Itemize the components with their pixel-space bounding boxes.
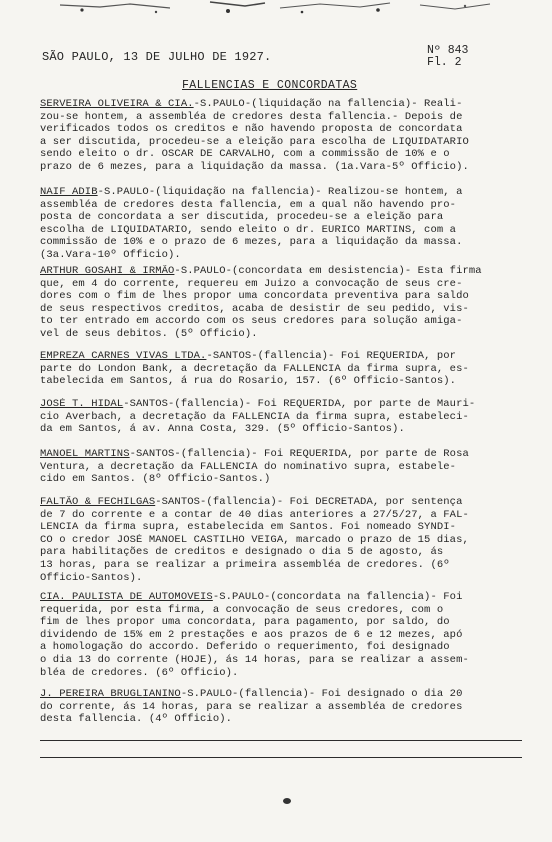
entry-line: cio Averbach, a decretação da FALLENCIA da firma supra, estabeleci- — [40, 410, 469, 423]
entry-line: -SANTOS-(fallencia)- Foi DECRETADA, por sentença — [155, 496, 463, 508]
entry-name: EMPREZA CARNES VIVAS LTDA. — [40, 350, 207, 362]
entry-5 — [40, 398, 522, 436]
entry-name: SERVEIRA OLIVEIRA & CIA. — [40, 98, 194, 110]
entry-line: vel de seus debitos. (5º Officio). — [40, 327, 258, 340]
entry-line: -SANTOS-(fallencia)- Foi REQUERIDA, por parte de Rosa — [129, 448, 469, 460]
entry-name: MANOEL MARTINS — [40, 448, 130, 460]
entry-line: -S.PAULO-(concordata em desistencia)- Esta firma — [174, 265, 482, 277]
entry-3 — [40, 265, 522, 341]
document-reference — [427, 45, 468, 69]
entry-line: -SANTOS-(fallencia)- Foi REQUERIDA, por — [206, 350, 457, 362]
entry-9 — [40, 688, 522, 726]
ink-spot — [280, 796, 294, 806]
entry-line: -S.PAULO-(concordata na fallencia)- Foi — [212, 591, 463, 603]
reference-number: Nº 843 — [427, 44, 469, 57]
entry-name: J. PEREIRA BRUGLIANINO — [40, 688, 181, 700]
entry-1 — [40, 98, 522, 174]
entry-7 — [40, 496, 522, 584]
entry-line: tabelecida em Santos, á rua do Rosario, 157. (6º Officio-Santos). — [40, 375, 457, 388]
entry-line: Officio-Santos). — [40, 571, 143, 584]
entry-line: sendo eleito o dr. OSCAR DE CARVALHO, com a commissão de 10% e o — [40, 148, 450, 161]
entry-line: prazo de 6 mezes, para a liquidação da massa. (1a.Vara-5º Officio). — [40, 160, 469, 173]
entry-first-line — [40, 398, 522, 411]
entry-line: CO o credor JOSÉ MANOEL CASTILHO VEIGA, marcado o prazo de 15 dias, — [40, 533, 469, 546]
entry-line: -S.PAULO-(liquidação na fallencia)- Realizou-se hontem, a — [97, 186, 463, 198]
entry-line: (3a.Vara-10º Officio). — [40, 248, 181, 261]
entry-line: to ter entrado em accordo com os seus credores para solução amiga- — [40, 315, 463, 328]
document-dateline: SÃO PAULO, 13 DE JULHO DE 1927. — [42, 50, 272, 64]
reference-page: Fl. 2 — [427, 56, 462, 69]
entry-first-line — [40, 448, 522, 461]
footer-rule-1 — [40, 740, 522, 741]
entry-name: ARTHUR GOSAHI & IRMÃO — [40, 265, 175, 277]
entry-first-line — [40, 688, 522, 701]
entry-line: -S.PAULO-(fallencia)- Foi designado o dia 20 — [180, 688, 463, 700]
entry-line: para habilitações de creditos e designado o dia 5 de agosto, ás — [40, 546, 444, 559]
entry-name: CIA. PAULISTA DE AUTOMOVEIS — [40, 591, 213, 603]
entry-first-line — [40, 265, 522, 278]
entry-line: escolha de LIQUIDATARIO, sendo eleito o dr. EURICO MARTINS, com a — [40, 223, 457, 236]
entry-first-line — [40, 98, 522, 111]
entry-name: FALTÃO & FECHILGAS — [40, 496, 156, 508]
entry-line: assembléa de credores desta fallencia, em a qual não havendo pro- — [40, 198, 457, 211]
entry-line: de seus respectivos creditos, acaba de desistir de seu pedido, vis- — [40, 302, 469, 315]
entry-first-line — [40, 591, 522, 604]
entry-line: posta de concordata a ser discutida, procedeu-se a eleição para — [40, 211, 444, 224]
entry-4 — [40, 350, 522, 388]
entry-line: bléa de credores. (6º Officio). — [40, 666, 239, 679]
entry-line: cido em Santos. (8º Officio-Santos.) — [40, 473, 271, 486]
entry-line: Ventura, a decretação da FALLENCIA do nominativo supra, estabele- — [40, 460, 457, 473]
entry-line: dores com o fim de lhes propor uma concordata preventiva para saldo — [40, 290, 469, 303]
entry-line: LENCIA da firma supra, estabelecida em Santos. Foi nomeado SYNDI- — [40, 521, 457, 534]
scan-noise-top — [60, 0, 500, 18]
entry-line: -SANTOS-(fallencia)- Foi REQUERIDA, por parte de Mauri- — [123, 398, 476, 410]
entry-line: 13 horas, para se realizar a primeira assembléa de credores. (6º — [40, 558, 450, 571]
entry-line: que, em 4 do corrente, requereu em Juizo a convocação de seus cre- — [40, 277, 463, 290]
entry-line: do corrente, ás 14 horas, para se realizar a assembléa de credores — [40, 700, 463, 713]
entry-8 — [40, 591, 522, 679]
entry-6 — [40, 448, 522, 486]
entry-line: desta fallencia. (4º Officio). — [40, 713, 233, 726]
entry-first-line — [40, 186, 522, 199]
entry-line: verificados todos os creditos e não havendo proposta de concordata — [40, 123, 463, 136]
entry-line: a homologação do accordo. Deferido o requerimento, foi designado — [40, 641, 450, 654]
entry-line: de 7 do corrente e a contar de 40 dias anteriores a 27/5/27, a FAL- — [40, 508, 469, 521]
entry-line: dividendo de 15% em 2 prestações e aos prazos de 6 e 12 mezes, apó — [40, 628, 463, 641]
entry-line: o dia 13 do corrente (HOJE), ás 14 horas, para se realizar a assem- — [40, 653, 469, 666]
entry-line: zou-se hontem, a assembléa de credores desta fallencia.- Depois de — [40, 110, 463, 123]
entry-line: commissão de 10% e o prazo de 6 mezes, para a liquidação da massa. — [40, 236, 463, 249]
entry-first-line — [40, 350, 522, 363]
footer-rule-2 — [40, 757, 522, 758]
entry-line: da em Santos, á av. Anna Costa, 329. (5º Officio-Santos). — [40, 423, 405, 436]
entry-line: -S.PAULO-(liquidação na fallencia)- Reali- — [193, 98, 463, 110]
entry-line: fim de lhes propor uma concordata, para pagamento, por saldo, do — [40, 616, 450, 629]
entry-name: NAIF ADIB — [40, 186, 98, 198]
entry-2 — [40, 186, 522, 262]
entry-line: requerida, por esta firma, a convocação de seus credores, com o — [40, 603, 444, 616]
section-title: FALLENCIAS E CONCORDATAS — [182, 79, 358, 92]
entry-line: parte do London Bank, a decretação da FALLENCIA da firma supra, es- — [40, 362, 469, 375]
entry-name: JOSÉ T. HIDAL — [40, 398, 124, 410]
entry-first-line — [40, 496, 522, 509]
entry-line: a ser discutida, procedeu-se a eleição para escolha de LIQUIDATARIO — [40, 135, 469, 148]
